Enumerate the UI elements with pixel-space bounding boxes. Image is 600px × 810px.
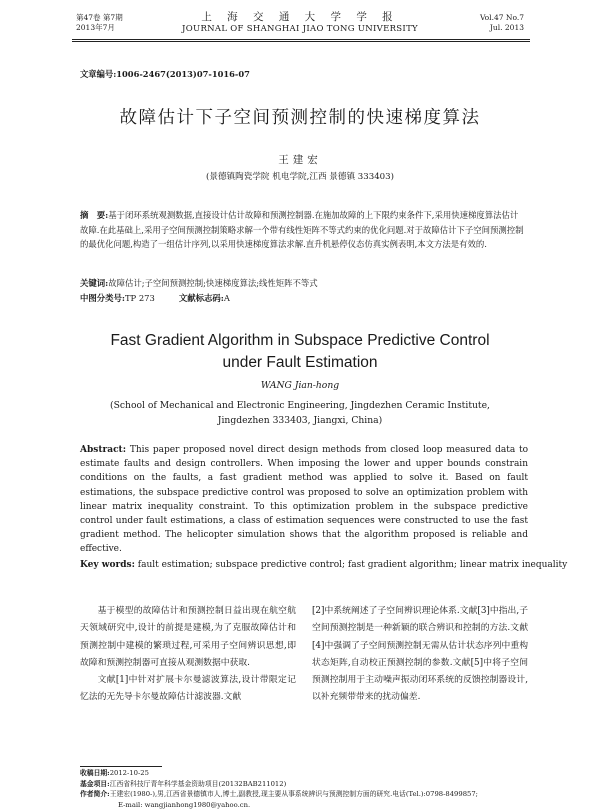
abstract-en-label: Abstract: [80, 445, 126, 455]
bio-label: 作者简介: [80, 790, 110, 798]
header-volume-en-block [480, 13, 524, 33]
document-number-value: 1006-2467(2013)07-1016-07 [116, 69, 250, 79]
footnote-received [80, 768, 540, 779]
fund-text: 江西省科技厅青年科学基金资助项目(20132BAB211012) [110, 780, 287, 788]
affiliation-cn: (景德镇陶瓷学院 机电学院,江西 景德镇 333403) [0, 170, 600, 182]
header-date-cn: 2013年7月 [76, 23, 123, 33]
fund-label: 基金项目: [80, 780, 110, 788]
title-en [0, 330, 600, 374]
footnote-fund [80, 779, 540, 790]
abstract-cn-text: 基于闭环系统观测数据,直接设计估计故障和预测控制器.在施加故障的上下限约束条件下,采用快速梯度算法估计故障.在此基础上,采用子空间预测控制策略求解一个带有线性矩阵不等式约束的优化问题.对于故障估计下子空间预测控制的最优化问题,构造了一组估计序列,以采用快速梯度算法求解.直升机悬停仪态仿真实例表明,本文方法是有效的. [80, 210, 523, 249]
footnote-bio [80, 789, 540, 800]
bio-text: 王建宏(1980-),男,江西省景德镇市人,博士,副教授,现主要从事系统辨识与预测控制方面的研究.电话(Tel.):0798-8499857; [110, 790, 478, 798]
header-volume-en: Vol.47 No.7 [480, 13, 524, 23]
keywords-cn [80, 276, 525, 290]
clc-label: 中图分类号: [80, 293, 125, 303]
header-date-en: Jul. 2013 [480, 23, 524, 33]
abstract-en [80, 443, 528, 557]
document-number-label: 文章编号: [80, 69, 116, 79]
body-column-left [80, 603, 296, 707]
abstract-cn [80, 208, 525, 252]
footnote-rule [80, 766, 162, 767]
keywords-en-text: fault estimation; subspace predictive control; fast gradient algorithm; linear matrix inequality [138, 560, 567, 570]
header-volume-cn: 第47卷 第7期 [76, 13, 123, 23]
abstract-cn-label: 摘 要: [80, 210, 108, 220]
body-paragraph: 文献[1]中针对扩展卡尔曼滤波算法,设计带限定记忆法的无先导卡尔曼故障估计滤波器.文献 [80, 672, 296, 707]
doc-code-label: 文献标志码: [179, 293, 224, 303]
title-cn: 故障估计下子空间预测控制的快速梯度算法 [0, 104, 600, 129]
author-en: WANG Jian-hong [0, 380, 600, 391]
abstract-en-text: This paper proposed novel direct design methods from closed loop measured data to estimate faults and design controllers. When imposing the lower and upper bounds constrain conditions on the faults, a fast gradient method was applied to solve it. Based on fault estimations, the subspace predictive control was proposed to solve an optimization problem with linear matrix inequality constraint. To this optimization problem in the subspace predictive control under fault estimations, a class of estimation sequences were constructed to use the fast gradient method. The helicopter simulation shows that the algorithm proposed is reliable and effective. [80, 445, 528, 554]
affiliation-en-line1: (School of Mechanical and Electronic Engineering, Jingdezhen Ceramic Institute, [0, 398, 600, 413]
body-paragraph: [2]中系统阐述了子空间辨识理论体系.文献[3]中指出,子空间预测控制是一种新颖的联合辨识和控制的方法.文献[4]中强调了子空间预测控制无需从估计状态序列中重构状态矩阵,自动校正预测控制的参数.文献[5]中将子空间预测控制用于主动噪声振动闭环系统的反馈控制器设计,以补充频带带来的扰动偏差. [312, 603, 528, 707]
header-rule-top [72, 39, 530, 40]
header-volume-issue [76, 13, 123, 33]
affiliation-en-line2: Jingdezhen 333403, Jiangxi, China) [0, 413, 600, 428]
header-journal [150, 11, 450, 35]
keywords-en-label: Key words: [80, 560, 135, 570]
doc-code-value: A [224, 293, 230, 303]
classification-line [80, 292, 230, 305]
body-column-right [312, 603, 528, 707]
header-rule-bottom [72, 41, 530, 42]
title-en-line2: under Fault Estimation [0, 352, 600, 374]
footnote [80, 768, 540, 810]
affiliation-en [0, 398, 600, 428]
footnote-email: E-mail: wangjianhong1980@yahoo.cn. [80, 800, 540, 810]
keywords-cn-text: 故障估计;子空间预测控制;快速梯度算法;线性矩阵不等式 [108, 278, 317, 288]
journal-name-cn: 上 海 交 通 大 学 学 报 [150, 11, 450, 24]
document-number [80, 68, 250, 80]
author-cn: 王建宏 [0, 152, 600, 167]
received-label: 收稿日期: [80, 769, 110, 777]
keywords-en [80, 558, 540, 572]
title-en-line1: Fast Gradient Algorithm in Subspace Predictive Control [0, 330, 600, 352]
body-paragraph: 基于模型的故障估计和预测控制日益出现在航空航天领域研究中,设计的前提是建模,为了克服故障估计和预测控制中建模的繁琐过程,可采用子空间辨识思想,即故障和预测控制器可直接从观测数据中获取. [80, 603, 296, 672]
journal-name-en: JOURNAL OF SHANGHAI JIAO TONG UNIVERSITY [150, 24, 450, 35]
clc-value: TP 273 [125, 293, 155, 303]
received-date: 2012-10-25 [110, 769, 149, 777]
keywords-cn-label: 关键词: [80, 278, 108, 288]
